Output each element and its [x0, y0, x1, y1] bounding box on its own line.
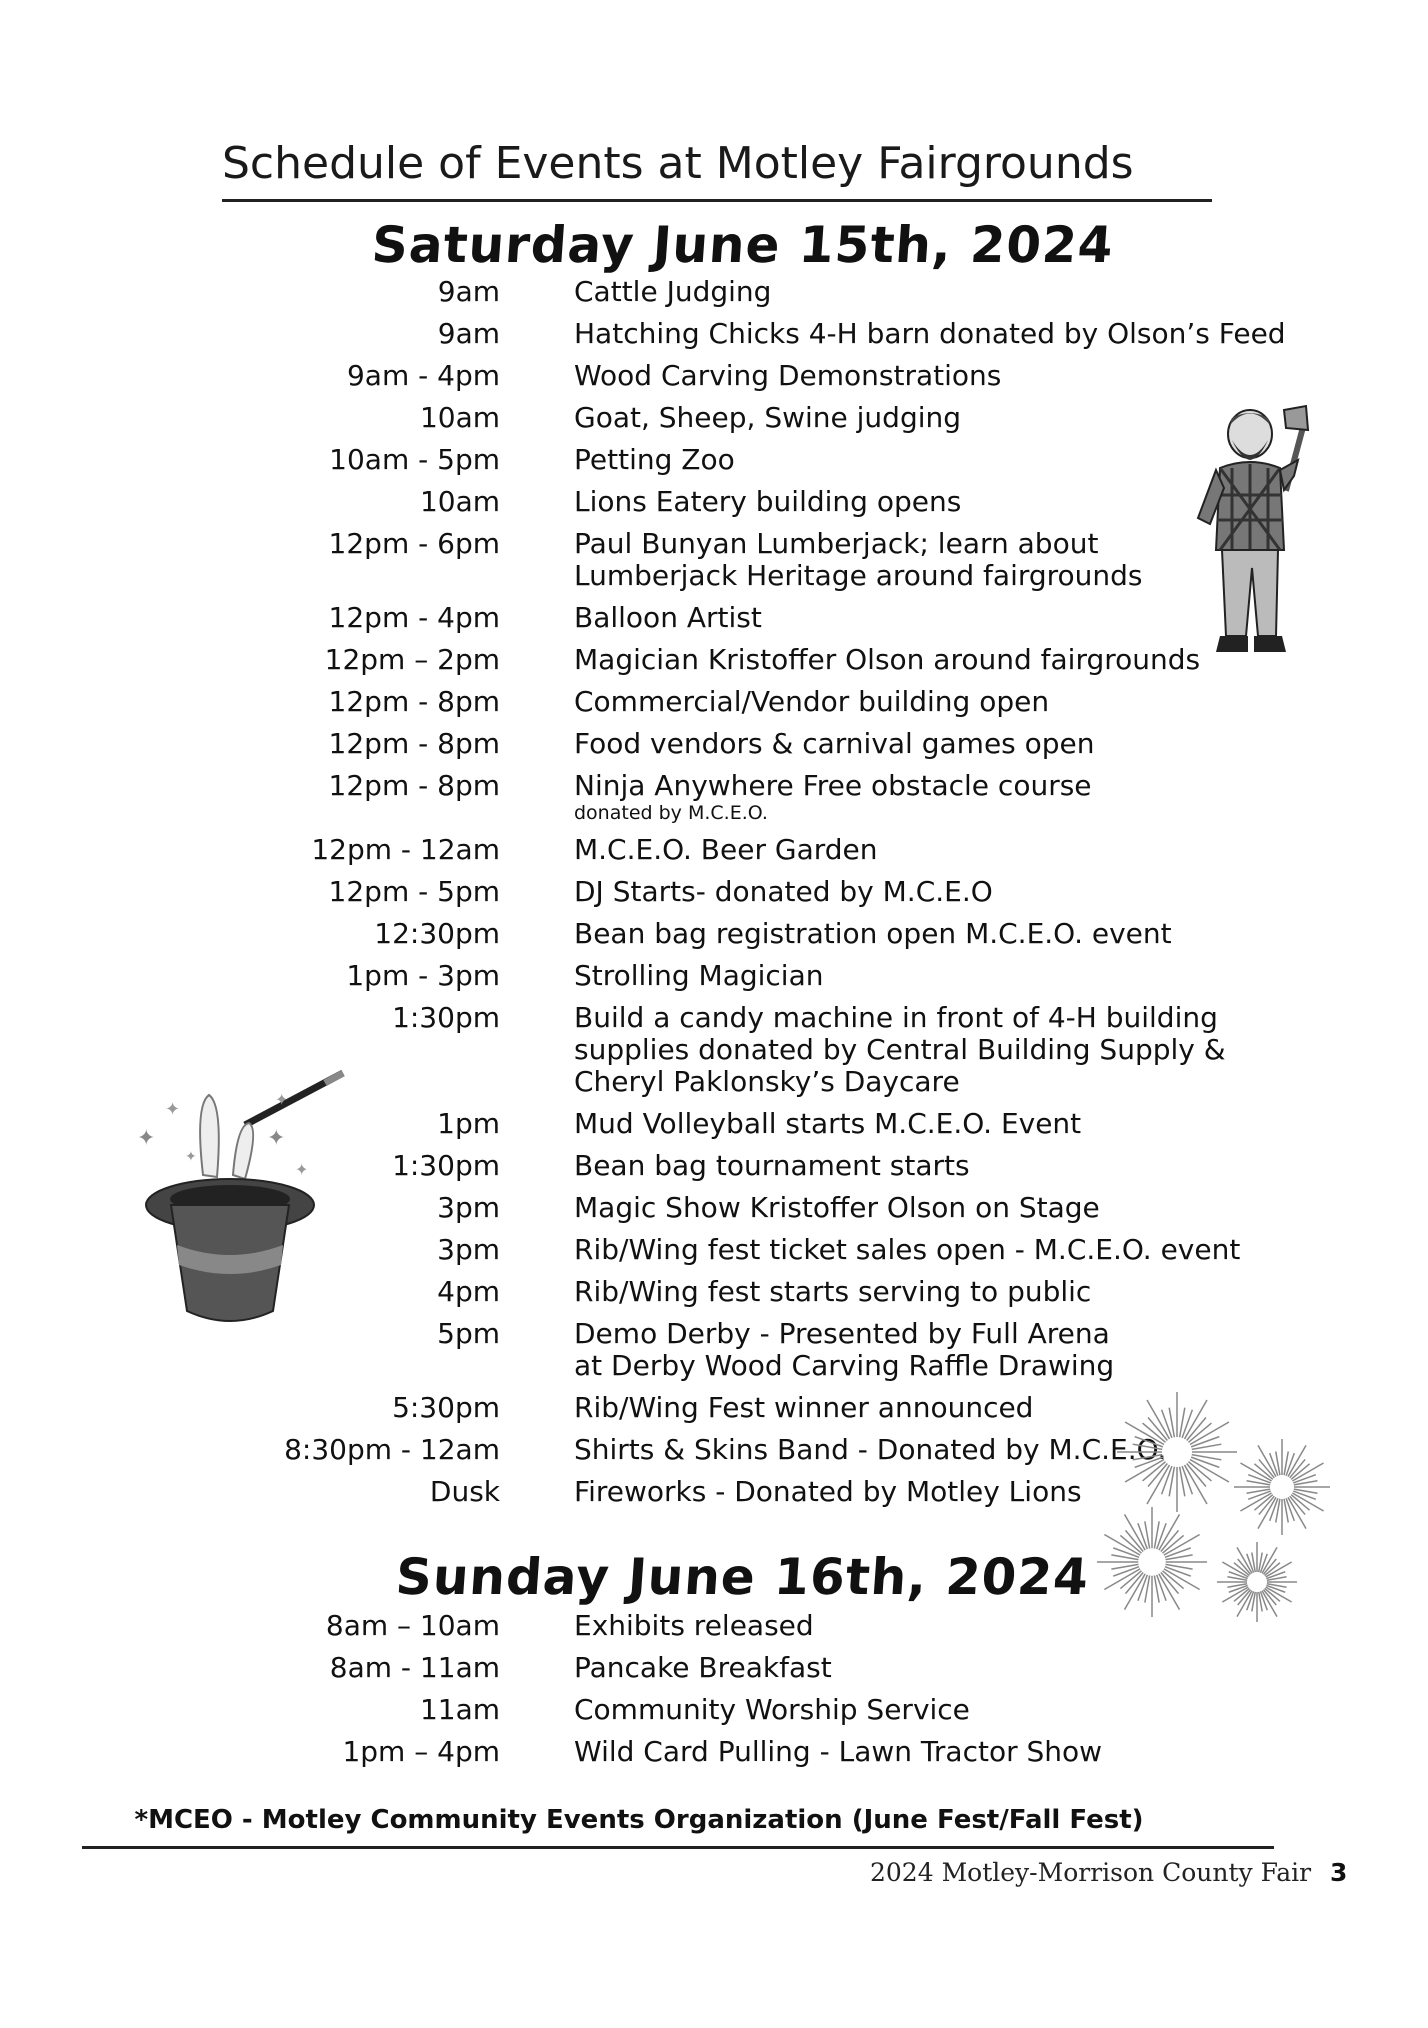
svg-text:✦: ✦	[267, 1126, 286, 1151]
event-description	[574, 960, 1428, 992]
event-time: 1:30pm	[392, 1001, 500, 1034]
event-description	[574, 318, 1428, 350]
schedule-row	[0, 876, 1428, 908]
schedule-row	[0, 770, 1428, 824]
event-line: Balloon Artist	[574, 601, 762, 634]
magic-hat-illustration	[125, 1065, 355, 1330]
event-time: 11am	[419, 1693, 500, 1726]
event-time: 12pm - 8pm	[328, 727, 500, 760]
event-time: 12pm - 4pm	[328, 601, 500, 634]
event-line: Ninja Anywhere Free obstacle course	[574, 769, 1092, 802]
schedule-row	[0, 960, 1428, 992]
page-title: Schedule of Events at Motley Fairgrounds	[222, 138, 1134, 189]
event-line: Exhibits released	[574, 1609, 814, 1642]
mceo-footnote: *MCEO - Motley Community Events Organization (June Fest/Fall Fest)	[134, 1805, 1144, 1835]
event-description	[574, 1652, 1428, 1684]
event-line: Cheryl Paklonsky’s Daycare	[574, 1065, 960, 1098]
schedule-row	[0, 1694, 1428, 1726]
lumberjack-illustration	[1180, 400, 1320, 665]
event-line: Bean bag registration open M.C.E.O. event	[574, 917, 1172, 950]
event-line: Wild Card Pulling - Lawn Tractor Show	[574, 1735, 1103, 1768]
event-time: 5pm	[437, 1317, 500, 1350]
event-time: 10am	[419, 485, 500, 518]
svg-text:✦: ✦	[137, 1126, 156, 1151]
event-time: 4pm	[437, 1275, 500, 1308]
event-line: supplies donated by Central Building Supply &	[574, 1033, 1226, 1066]
event-line: Pancake Breakfast	[574, 1651, 832, 1684]
event-time: Dusk	[429, 1475, 500, 1508]
event-line: Goat, Sheep, Swine judging	[574, 401, 962, 434]
schedule-row	[0, 276, 1428, 308]
event-line: Rib/Wing Fest winner announced	[574, 1391, 1034, 1424]
event-description	[574, 1150, 1428, 1182]
schedule-row	[0, 728, 1428, 760]
event-time: 12pm - 8pm	[328, 769, 500, 802]
event-time: 10am	[419, 401, 500, 434]
event-time: 12:30pm	[374, 917, 500, 950]
event-description	[574, 1108, 1428, 1140]
event-description	[574, 276, 1428, 308]
event-time: 12pm – 2pm	[324, 643, 500, 676]
event-line: Lumberjack Heritage around fairgrounds	[574, 559, 1143, 592]
event-time: 1pm – 4pm	[342, 1735, 500, 1768]
event-time: 3pm	[437, 1191, 500, 1224]
event-time: 10am - 5pm	[329, 443, 500, 476]
event-line: Petting Zoo	[574, 443, 735, 476]
event-time: 1pm - 3pm	[346, 959, 500, 992]
event-line: Rib/Wing fest ticket sales open - M.C.E.O. event	[574, 1233, 1241, 1266]
event-line: Commercial/Vendor building open	[574, 685, 1050, 718]
schedule-row	[0, 686, 1428, 718]
event-line: Mud Volleyball starts M.C.E.O. Event	[574, 1107, 1082, 1140]
event-line: Bean bag tournament starts	[574, 1149, 970, 1182]
event-line: Paul Bunyan Lumberjack; learn about	[574, 527, 1099, 560]
event-description	[574, 1694, 1428, 1726]
event-line: Food vendors & carnival games open	[574, 727, 1095, 760]
schedule-row	[0, 918, 1428, 950]
event-time: 12pm - 12am	[311, 833, 500, 866]
schedule-row	[0, 834, 1428, 866]
event-line: DJ Starts- donated by M.C.E.O	[574, 875, 993, 908]
event-line: Build a candy machine in front of 4-H building	[574, 1001, 1218, 1034]
schedule-row	[0, 360, 1428, 392]
event-time: 1:30pm	[392, 1149, 500, 1182]
event-time: 1pm	[437, 1107, 500, 1140]
event-description	[574, 770, 1428, 824]
event-description	[574, 1192, 1428, 1224]
event-time: 3pm	[437, 1233, 500, 1266]
event-time: 8am - 11am	[329, 1651, 500, 1684]
svg-text:✦: ✦	[295, 1160, 309, 1179]
event-time: 5:30pm	[392, 1391, 500, 1424]
saturday-heading: Saturday June 15th, 2024	[369, 216, 1116, 274]
page-number: 3	[1330, 1858, 1348, 1887]
event-description	[574, 834, 1428, 866]
svg-text:✦: ✦	[275, 1090, 289, 1109]
schedule-row	[0, 1736, 1428, 1768]
event-line: Cattle Judging	[574, 275, 772, 308]
event-description	[574, 1736, 1428, 1768]
svg-text:✦: ✦	[185, 1149, 197, 1165]
event-line: Hatching Chicks 4-H barn donated by Olson’s Feed	[574, 317, 1286, 350]
event-line: Strolling Magician	[574, 959, 824, 992]
event-description	[574, 1002, 1428, 1098]
event-line: at Derby Wood Carving Raffle Drawing	[574, 1349, 1115, 1382]
fireworks-illustration	[1082, 1382, 1364, 1652]
event-line: Wood Carving Demonstrations	[574, 359, 1002, 392]
event-time: 8:30pm - 12am	[284, 1433, 500, 1466]
event-time: 8am – 10am	[325, 1609, 500, 1642]
event-time: 9am	[437, 317, 500, 350]
event-description	[574, 1318, 1428, 1382]
event-line: Demo Derby - Presented by Full Arena	[574, 1317, 1110, 1350]
schedule-row	[0, 318, 1428, 350]
event-description	[574, 1276, 1428, 1308]
event-description	[574, 686, 1428, 718]
event-time: 9am	[437, 275, 500, 308]
event-line: Magician Kristoffer Olson around fairgrounds	[574, 643, 1201, 676]
event-line: Rib/Wing fest starts serving to public	[574, 1275, 1092, 1308]
event-time: 12pm - 8pm	[328, 685, 500, 718]
event-line: Shirts & Skins Band - Donated by M.C.E.O.	[574, 1433, 1167, 1466]
footer-divider	[82, 1846, 1274, 1849]
title-divider	[222, 199, 1212, 202]
event-description	[574, 360, 1428, 392]
svg-text:✦: ✦	[165, 1099, 181, 1120]
event-time: 12pm - 5pm	[328, 875, 500, 908]
event-description	[574, 876, 1428, 908]
event-line: Lions Eatery building opens	[574, 485, 962, 518]
event-time: 12pm - 6pm	[328, 527, 500, 560]
event-description	[574, 918, 1428, 950]
schedule-row	[0, 1652, 1428, 1684]
event-line: Magic Show Kristoffer Olson on Stage	[574, 1191, 1100, 1224]
sunday-heading: Sunday June 16th, 2024	[393, 1548, 1091, 1606]
event-line: Fireworks - Donated by Motley Lions	[574, 1475, 1082, 1508]
footer-publication: 2024 Motley-Morrison County Fair	[870, 1858, 1312, 1887]
event-description	[574, 1234, 1428, 1266]
event-line: Community Worship Service	[574, 1693, 970, 1726]
event-note: donated by M.C.E.O.	[574, 802, 768, 824]
event-description	[574, 728, 1428, 760]
event-line: M.C.E.O. Beer Garden	[574, 833, 878, 866]
event-time: 9am - 4pm	[346, 359, 500, 392]
